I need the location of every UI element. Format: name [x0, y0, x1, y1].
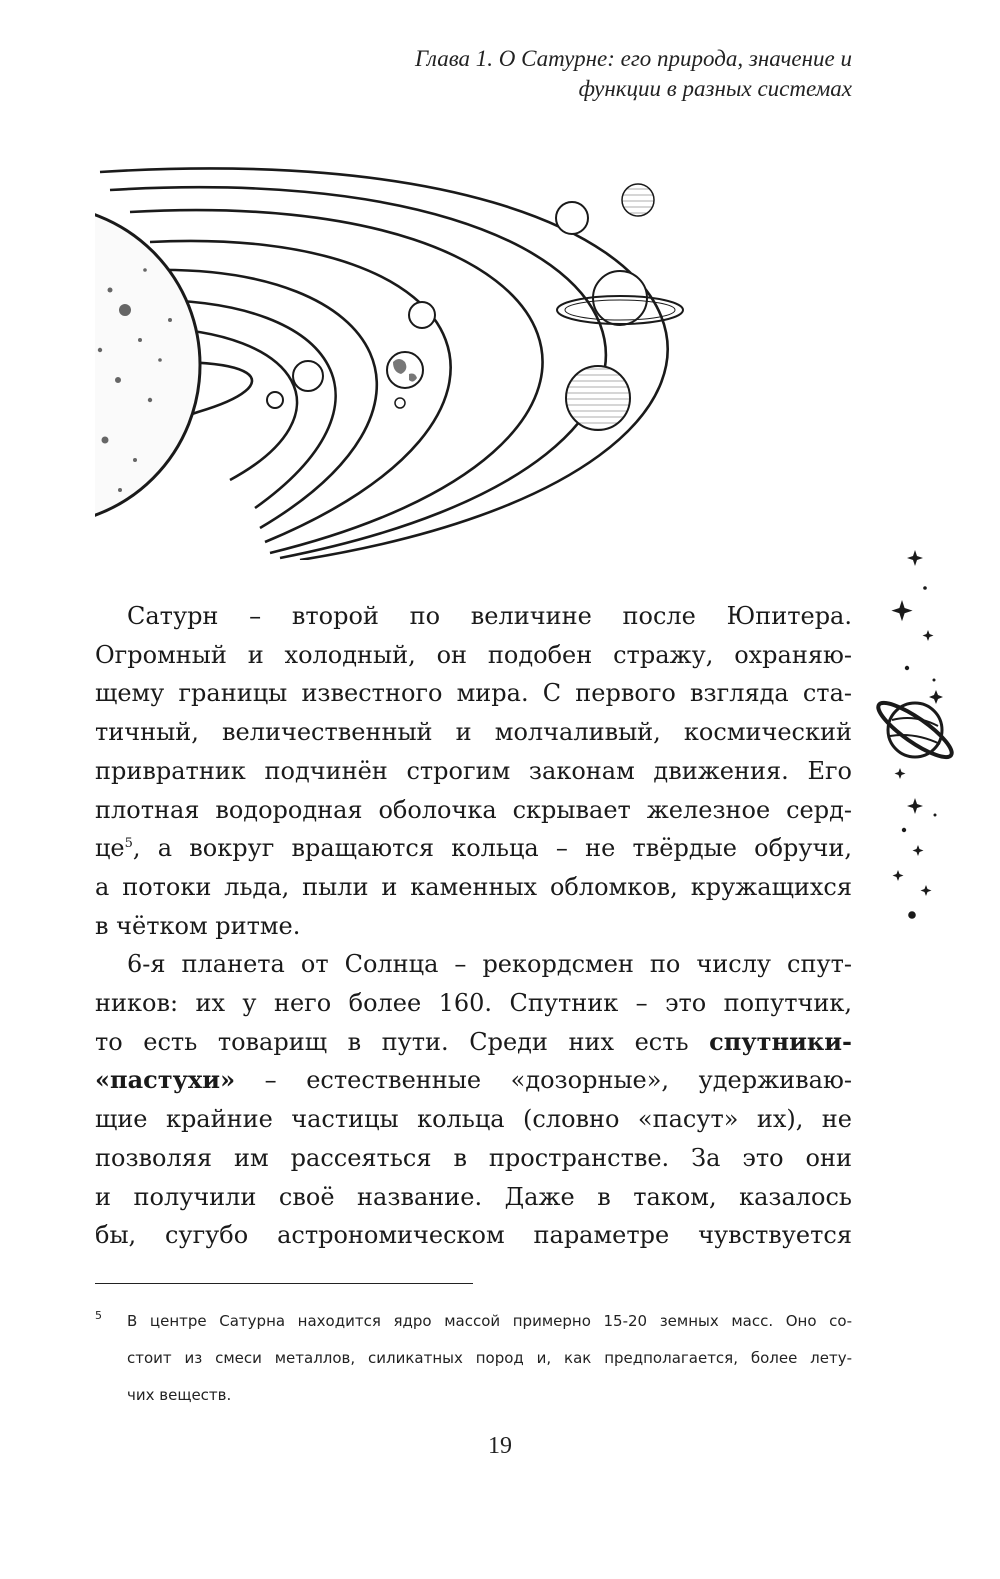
- running-head: [252, 44, 852, 104]
- p1-line-3: щему границы известного мира. С первого взгляда ста-: [95, 679, 852, 708]
- footnote: [95, 1303, 852, 1414]
- ringed-planet-icon: [557, 271, 683, 325]
- footnote-line-2: стоит из смеси металлов, силикатных пород и, как предполагается, более лету-: [127, 1349, 852, 1367]
- mars-icon: [409, 302, 435, 328]
- footnote-ref: 5: [124, 836, 133, 852]
- p2-line-4b: – естественные «дозорные», удерживаю-: [235, 1066, 852, 1095]
- mercury-icon: [267, 392, 283, 408]
- footnote-number: 5: [95, 1309, 102, 1322]
- shepherd-moons-term: спутники-: [709, 1026, 852, 1056]
- p1-line-7a: це: [95, 834, 125, 863]
- footnote-line-3: чих веществ.: [127, 1386, 232, 1404]
- p2-line-6: позволяя им рассеяться в пространстве. За это они: [95, 1143, 852, 1172]
- margin-decoration: [870, 540, 960, 940]
- footnote-line-1: В центре Сатурна находится ядро массой примерно 15-20 земных масс. Оно со-: [127, 1312, 852, 1330]
- p2-line-1: 6-я планета от Солнца – рекордсмен по числу спут-: [127, 950, 852, 979]
- p1-line-8: а потоки льда, пыли и каменных обломков, кружащихся: [95, 872, 852, 901]
- footnote-rule: [95, 1283, 473, 1284]
- solar-system-illustration: [0, 150, 860, 560]
- p2-line-5: щие крайние частицы кольца (словно «пасут» их), не: [95, 1105, 852, 1134]
- p1-line-7: [95, 829, 852, 868]
- venus-icon: [293, 361, 323, 391]
- p2-line-8: бы, сугубо астрономическом параметре чувствуется: [95, 1221, 852, 1250]
- p2-line-2: ников: их у него более 160. Спутник – это попутчик,: [95, 989, 852, 1018]
- p2-line-3a: то есть товарищ в пути. Среди них есть: [95, 1027, 689, 1056]
- p1-line-4: тичный, величественный и молчаливый, космический: [95, 718, 852, 747]
- p1-line-6: плотная водородная оболочка скрывает железное серд-: [95, 795, 852, 824]
- sun-icon: [0, 205, 200, 525]
- uranus-icon: [556, 202, 588, 234]
- running-head-line-2: функции в разных системах: [578, 76, 852, 101]
- p2-line-7: и получили своё название. Даже в таком, казалось: [95, 1182, 852, 1211]
- p1-line-1: Сатурн – второй по величине после Юпитера.: [127, 602, 852, 630]
- jupiter-icon: [566, 366, 630, 430]
- moon-icon: [395, 398, 405, 408]
- page-number: 19: [488, 1433, 512, 1459]
- p2-line-4: [95, 1061, 852, 1100]
- running-head-line-1: Глава 1. О Сатурне: его природа, значение и: [415, 46, 852, 71]
- saturn-icon: [872, 695, 958, 765]
- body-text: [95, 597, 852, 1255]
- p1-line-7b: , а вокруг вращаются кольца – не твёрдые обручи,: [132, 834, 852, 863]
- p1-line-5: привратник подчинён строгим законам движения. Его: [95, 756, 852, 785]
- neptune-icon: [622, 184, 654, 216]
- shepherd-moons-term-2: «пастухи»: [95, 1065, 236, 1095]
- earth-icon: [387, 352, 423, 388]
- p2-line-3: [95, 1023, 852, 1062]
- p1-line-9: в чётком ритме.: [95, 911, 301, 940]
- p1-line-2: Огромный и холодный, он подобен стражу, охраняю-: [95, 640, 852, 669]
